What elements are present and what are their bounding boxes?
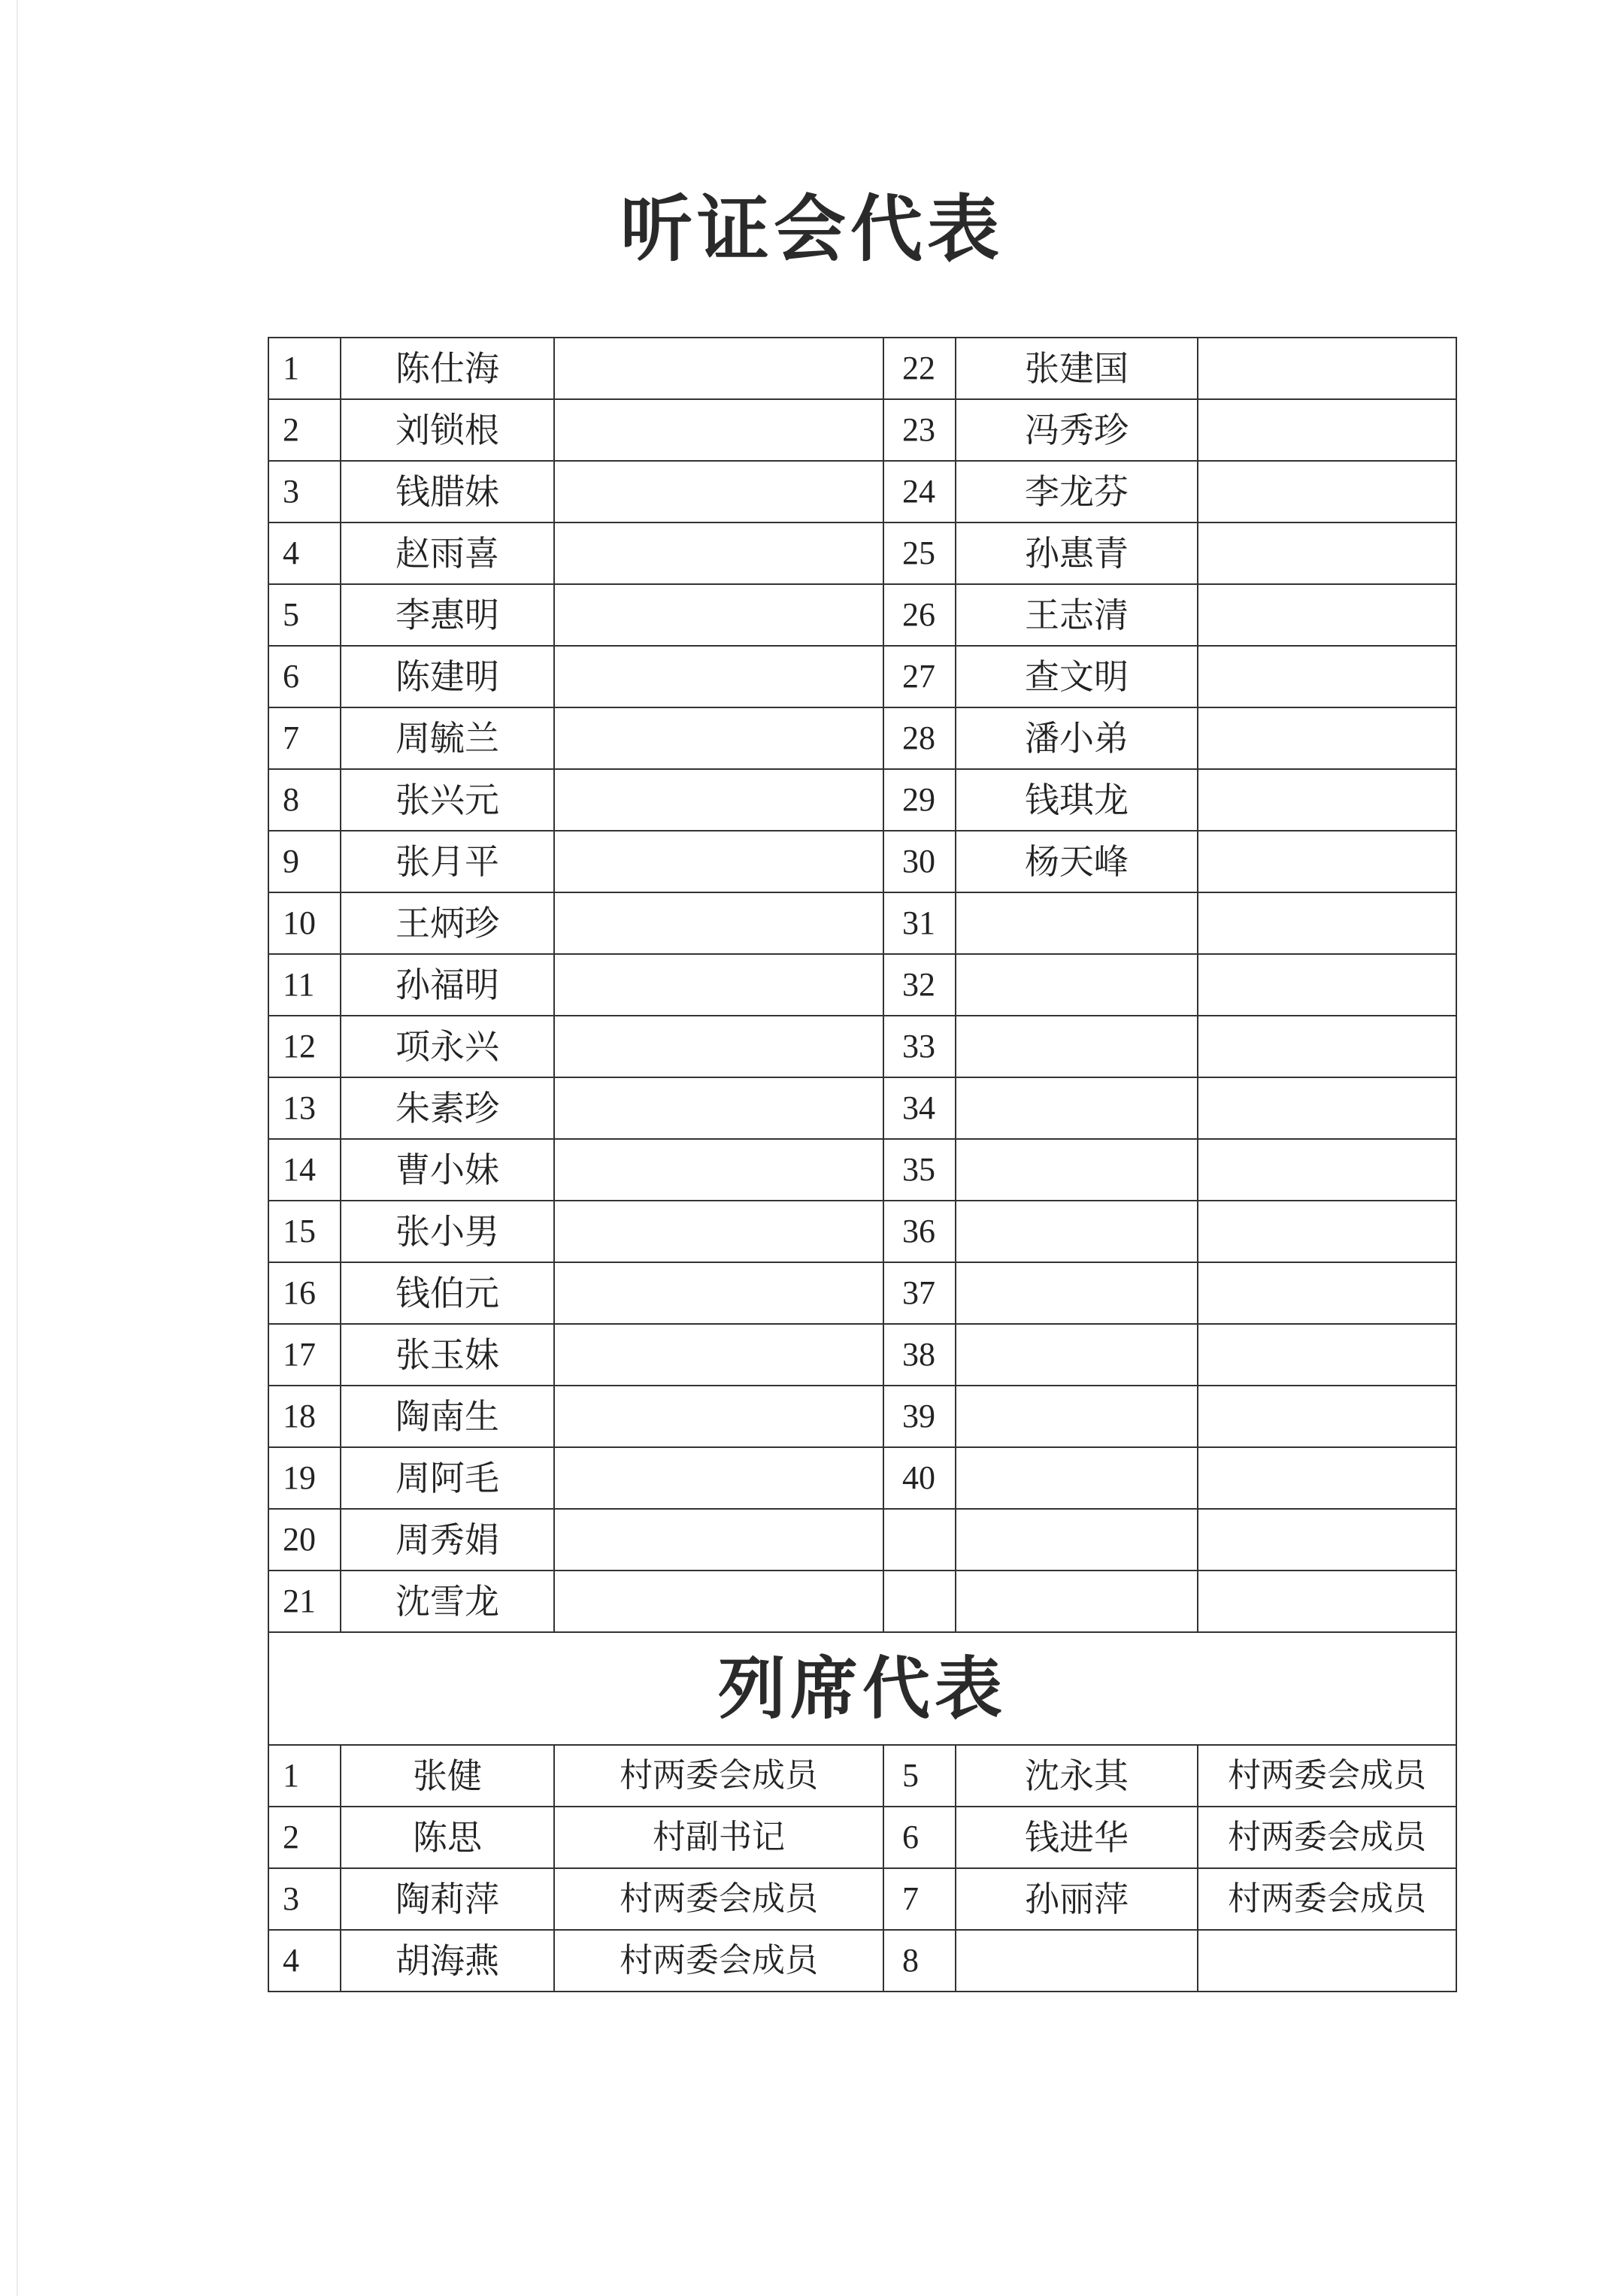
observer-row	[268, 1930, 1456, 1992]
rep-number: 18	[268, 1386, 341, 1447]
rep-number: 2	[268, 399, 341, 461]
rep-note	[554, 584, 883, 646]
representative-row	[268, 1262, 1456, 1324]
rep-number: 16	[268, 1262, 341, 1324]
rep-note	[1198, 1509, 1456, 1571]
rep-note	[1198, 769, 1456, 831]
rep-name	[956, 1386, 1198, 1447]
rep-number: 5	[268, 584, 341, 646]
rep-number: 15	[268, 1201, 341, 1262]
rep-name	[956, 1324, 1198, 1386]
rep-note	[554, 1139, 883, 1201]
rep-number: 12	[268, 1016, 341, 1077]
rep-name	[956, 1509, 1198, 1571]
rep-name: 张小男	[341, 1201, 554, 1262]
rep-note	[554, 1016, 883, 1077]
representative-row	[268, 1201, 1456, 1262]
rep-note	[554, 769, 883, 831]
rep-name	[956, 1571, 1198, 1632]
representative-row	[268, 1386, 1456, 1447]
rep-note	[1198, 831, 1456, 892]
observer-row	[268, 1745, 1456, 1807]
rep-name	[956, 954, 1198, 1016]
representative-row	[268, 1447, 1456, 1509]
representative-row	[268, 954, 1456, 1016]
representative-row	[268, 399, 1456, 461]
rep-note	[554, 707, 883, 769]
rep-note	[1198, 1571, 1456, 1632]
representative-row	[268, 1077, 1456, 1139]
rep-name	[956, 1016, 1198, 1077]
representative-row	[268, 646, 1456, 707]
representative-row	[268, 769, 1456, 831]
rep-name: 赵雨喜	[341, 523, 554, 584]
rep-name: 孙惠青	[956, 523, 1198, 584]
rep-note	[1198, 1324, 1456, 1386]
rep-number: 22	[883, 338, 956, 399]
observers-heading-section	[268, 1632, 1456, 1745]
rep-note	[554, 338, 883, 399]
rep-note	[554, 1509, 883, 1571]
observer-name: 沈永其	[956, 1745, 1198, 1807]
page-title: 听证会代表	[620, 186, 1004, 271]
rep-number: 19	[268, 1447, 341, 1509]
rep-number: 10	[268, 892, 341, 954]
representative-row	[268, 1509, 1456, 1571]
rep-number: 34	[883, 1077, 956, 1139]
rep-note	[1198, 646, 1456, 707]
rep-number: 3	[268, 461, 341, 523]
rep-name	[956, 892, 1198, 954]
rep-name	[956, 1262, 1198, 1324]
rep-note	[554, 1386, 883, 1447]
observer-row	[268, 1807, 1456, 1868]
rep-note	[554, 523, 883, 584]
rep-name: 王炳珍	[341, 892, 554, 954]
rep-note	[1198, 954, 1456, 1016]
rep-number: 27	[883, 646, 956, 707]
rep-number: 23	[883, 399, 956, 461]
observer-role: 村两委会成员	[554, 1868, 883, 1930]
observer-role: 村两委会成员	[554, 1745, 883, 1807]
rep-name	[956, 1201, 1198, 1262]
rep-name: 冯秀珍	[956, 399, 1198, 461]
observer-number: 7	[883, 1868, 956, 1930]
rep-note	[1198, 1077, 1456, 1139]
rep-note	[554, 461, 883, 523]
rep-note	[1198, 707, 1456, 769]
rep-name: 周秀娟	[341, 1509, 554, 1571]
observer-name	[956, 1930, 1198, 1992]
rep-name: 潘小弟	[956, 707, 1198, 769]
rep-number: 24	[883, 461, 956, 523]
observer-name: 陶莉萍	[341, 1868, 554, 1930]
rep-number: 40	[883, 1447, 956, 1509]
rep-name	[956, 1447, 1198, 1509]
rep-name: 李龙芬	[956, 461, 1198, 523]
observers-title: 列席代表	[268, 1632, 1456, 1745]
rep-note	[554, 1571, 883, 1632]
rep-number: 26	[883, 584, 956, 646]
rep-note	[1198, 1201, 1456, 1262]
observer-number: 8	[883, 1930, 956, 1992]
rep-note	[554, 399, 883, 461]
rep-name	[956, 1139, 1198, 1201]
rep-name: 周阿毛	[341, 1447, 554, 1509]
rep-number: 20	[268, 1509, 341, 1571]
rep-number: 35	[883, 1139, 956, 1201]
representative-row	[268, 584, 1456, 646]
rep-number: 32	[883, 954, 956, 1016]
rep-name: 项永兴	[341, 1016, 554, 1077]
observer-row	[268, 1868, 1456, 1930]
representative-row	[268, 1016, 1456, 1077]
rep-name: 张建国	[956, 338, 1198, 399]
representative-row	[268, 338, 1456, 399]
rep-number: 36	[883, 1201, 956, 1262]
observer-name: 陈思	[341, 1807, 554, 1868]
rep-name: 杨天峰	[956, 831, 1198, 892]
representative-row	[268, 523, 1456, 584]
rep-note	[554, 892, 883, 954]
rep-name	[956, 1077, 1198, 1139]
rep-note	[554, 1077, 883, 1139]
representatives-body	[268, 338, 1456, 1632]
observer-name: 钱进华	[956, 1807, 1198, 1868]
rep-note	[1198, 523, 1456, 584]
rep-number: 30	[883, 831, 956, 892]
rep-note	[1198, 399, 1456, 461]
rep-note	[1198, 1139, 1456, 1201]
observer-role: 村两委会成员	[1198, 1745, 1456, 1807]
rep-note	[1198, 461, 1456, 523]
rep-name: 查文明	[956, 646, 1198, 707]
rep-number: 1	[268, 338, 341, 399]
rep-name: 陈仕海	[341, 338, 554, 399]
rep-note	[1198, 1016, 1456, 1077]
observer-number: 3	[268, 1868, 341, 1930]
rep-name: 钱琪龙	[956, 769, 1198, 831]
rep-number: 21	[268, 1571, 341, 1632]
rep-note	[1198, 1262, 1456, 1324]
rep-note	[554, 646, 883, 707]
rep-number: 38	[883, 1324, 956, 1386]
rep-name: 钱伯元	[341, 1262, 554, 1324]
rep-note	[554, 1447, 883, 1509]
observers-heading-row	[268, 1632, 1456, 1745]
observer-number: 1	[268, 1745, 341, 1807]
observers-body	[268, 1745, 1456, 1992]
representative-row	[268, 461, 1456, 523]
rep-name: 李惠明	[341, 584, 554, 646]
rep-number: 17	[268, 1324, 341, 1386]
observer-role: 村两委会成员	[554, 1930, 883, 1992]
rep-name: 张兴元	[341, 769, 554, 831]
rep-number: 37	[883, 1262, 956, 1324]
rep-note	[554, 1201, 883, 1262]
rep-note	[1198, 892, 1456, 954]
rep-note	[554, 1262, 883, 1324]
rep-name: 曹小妹	[341, 1139, 554, 1201]
rep-number: 29	[883, 769, 956, 831]
rep-name: 朱素珍	[341, 1077, 554, 1139]
rep-number: 39	[883, 1386, 956, 1447]
representative-row	[268, 1139, 1456, 1201]
rep-name: 沈雪龙	[341, 1571, 554, 1632]
page-edge	[17, 0, 18, 2296]
rep-name: 张玉妹	[341, 1324, 554, 1386]
observer-role: 村副书记	[554, 1807, 883, 1868]
rep-number: 13	[268, 1077, 341, 1139]
rep-number: 33	[883, 1016, 956, 1077]
rep-number: 9	[268, 831, 341, 892]
rep-note	[554, 954, 883, 1016]
representative-row	[268, 707, 1456, 769]
rep-note	[554, 831, 883, 892]
observer-number: 2	[268, 1807, 341, 1868]
rep-number: 11	[268, 954, 341, 1016]
observer-role: 村两委会成员	[1198, 1807, 1456, 1868]
rep-number: 8	[268, 769, 341, 831]
rep-name: 陈建明	[341, 646, 554, 707]
observer-name: 孙丽萍	[956, 1868, 1198, 1930]
rep-number: 25	[883, 523, 956, 584]
observer-name: 张健	[341, 1745, 554, 1807]
rep-name: 周毓兰	[341, 707, 554, 769]
observer-number: 4	[268, 1930, 341, 1992]
observer-number: 6	[883, 1807, 956, 1868]
rep-number: 7	[268, 707, 341, 769]
representative-row	[268, 831, 1456, 892]
observer-number: 5	[883, 1745, 956, 1807]
rep-note	[554, 1324, 883, 1386]
rep-number: 28	[883, 707, 956, 769]
rep-name: 钱腊妹	[341, 461, 554, 523]
representative-row	[268, 1571, 1456, 1632]
rep-number	[883, 1509, 956, 1571]
rep-number: 4	[268, 523, 341, 584]
rep-name: 刘锁根	[341, 399, 554, 461]
rep-name: 孙福明	[341, 954, 554, 1016]
rep-note	[1198, 584, 1456, 646]
rep-number: 31	[883, 892, 956, 954]
observer-name: 胡海燕	[341, 1930, 554, 1992]
representative-row	[268, 892, 1456, 954]
observer-role	[1198, 1930, 1456, 1992]
rep-name: 陶南生	[341, 1386, 554, 1447]
rep-note	[1198, 1386, 1456, 1447]
rep-number: 6	[268, 646, 341, 707]
observer-role: 村两委会成员	[1198, 1868, 1456, 1930]
representative-row	[268, 1324, 1456, 1386]
rep-note	[1198, 1447, 1456, 1509]
representatives-table	[268, 337, 1457, 1992]
rep-number	[883, 1571, 956, 1632]
rep-name: 张月平	[341, 831, 554, 892]
rep-note	[1198, 338, 1456, 399]
rep-name: 王志清	[956, 584, 1198, 646]
rep-number: 14	[268, 1139, 341, 1201]
